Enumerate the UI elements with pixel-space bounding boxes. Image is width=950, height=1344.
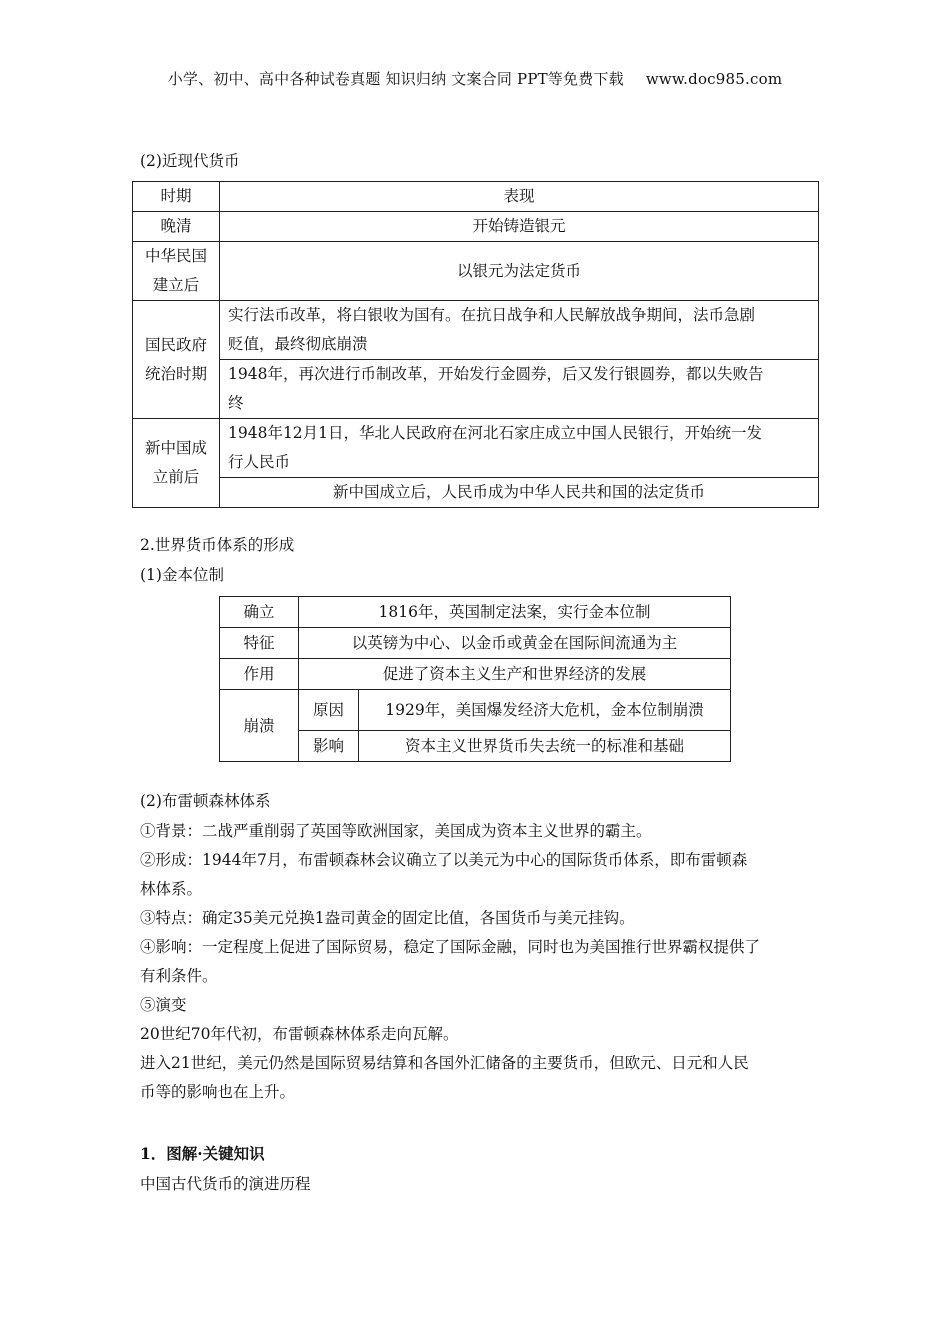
bretton-impact-line: 有利条件。 — [140, 967, 218, 985]
section-modern-title: (2)近现代货币 — [140, 152, 240, 170]
header-cell-period: 时期 — [133, 182, 220, 212]
table-row — [220, 690, 731, 731]
bretton-evolution-text-line: 币等的影响也在上升。 — [140, 1083, 296, 1101]
period-line: 国民政府 — [144, 335, 207, 354]
cell-line: 1948年，再次进行币制改革，开始发行金圆券，后又发行银圆券，都以失败告 — [228, 365, 764, 383]
label-cell: 特征 — [220, 628, 299, 659]
value-cell: 以英镑为中心、以金币或黄金在国际间流通为主 — [299, 628, 731, 659]
gold-standard-table — [219, 596, 731, 762]
bretton-impact-line: ④影响：一定程度上促进了国际贸易，稳定了国际金融，同时也为美国推行世界霸权提供了 — [140, 938, 761, 956]
bretton-evolution-text-line: 进入21世纪，美元仍然是国际贸易结算和各国外汇储备的主要货币，但欧元、日元和人民 — [140, 1054, 749, 1072]
table-row — [220, 597, 731, 628]
header-text: 小学、初中、高中各种试卷真题 知识归纳 文案合同 PPT等免费下载 — [167, 70, 624, 88]
bretton-formation-line: ②形成：1944年7月，布雷顿森林会议确立了以美元为中心的国际货币体系，即布雷顿森 — [140, 851, 748, 869]
label-cell: 作用 — [220, 659, 299, 690]
value-cell: 资本主义世界货币失去统一的标准和基础 — [359, 731, 731, 762]
performance-cell — [220, 360, 819, 419]
cell-line: 终 — [228, 394, 244, 412]
period-line: 统治时期 — [144, 364, 207, 383]
label-cell: 崩溃 — [220, 690, 299, 762]
period-cell — [133, 242, 220, 301]
section-key-subtitle: 中国古代货币的演进历程 — [140, 1175, 311, 1193]
period-line: 建立后 — [152, 276, 200, 294]
table-row — [133, 242, 819, 301]
label-cell: 确立 — [220, 597, 299, 628]
table-row — [220, 628, 731, 659]
bretton-formation-line: 林体系。 — [140, 880, 203, 898]
section-key-title: 1．图解·关键知识 — [140, 1144, 265, 1163]
performance-cell — [220, 419, 819, 478]
value-cell: 促进了资本主义生产和世界经济的发展 — [299, 659, 731, 690]
cell-line: 实行法币改革，将白银收为国有。在抗日战争和人民解放战争期间，法币急剧 — [228, 306, 756, 324]
table-row — [220, 659, 731, 690]
period-line: 立前后 — [152, 468, 200, 486]
header-site-link[interactable]: www.doc985.com — [645, 70, 783, 88]
bretton-feature: ③特点：确定35美元兑换1盎司黄金的固定比值，各国货币与美元挂钩。 — [140, 909, 635, 927]
value-cell: 1929年，美国爆发经济大危机，金本位制崩溃 — [359, 690, 731, 731]
period-cell: 晚清 — [133, 212, 220, 242]
period-cell — [133, 419, 220, 508]
table-row — [133, 360, 819, 419]
page-header — [0, 68, 950, 89]
performance-cell: 新中国成立后，人民币成为中华人民共和国的法定货币 — [220, 478, 819, 508]
table-row — [133, 419, 819, 478]
cell-line: 1948年12月1日，华北人民政府在河北石家庄成立中国人民银行，开始统一发 — [228, 424, 763, 442]
period-line: 新中国成 — [144, 439, 207, 457]
table-row — [133, 301, 819, 360]
header-cell-performance: 表现 — [220, 182, 819, 212]
value-cell: 1816年，英国制定法案，实行金本位制 — [299, 597, 731, 628]
sub-label-cell: 影响 — [299, 731, 359, 762]
section-gold-title: (1)金本位制 — [140, 566, 224, 584]
bretton-evolution-text: 20世纪70年代初，布雷顿森林体系走向瓦解。 — [140, 1025, 459, 1043]
section-world-title: 2.世界货币体系的形成 — [140, 536, 295, 554]
table-row — [133, 212, 819, 242]
bretton-content — [140, 817, 820, 1107]
cell-line: 贬值，最终彻底崩溃 — [228, 335, 368, 353]
period-line: 中华民国 — [144, 247, 207, 265]
cell-line: 行人民币 — [228, 453, 291, 471]
table-header-row — [133, 182, 819, 212]
performance-cell: 以银元为法定货币 — [220, 242, 819, 301]
table-row — [133, 478, 819, 508]
section-bretton-title: (2)布雷顿森林体系 — [140, 792, 271, 810]
performance-cell — [220, 301, 819, 360]
modern-currency-table — [132, 181, 819, 508]
sub-label-cell: 原因 — [299, 690, 359, 731]
period-cell — [133, 301, 220, 419]
performance-cell: 开始铸造银元 — [220, 212, 819, 242]
bretton-evolution-heading: ⑤演变 — [140, 996, 187, 1014]
bretton-background: ①背景：二战严重削弱了英国等欧洲国家，美国成为资本主义世界的霸主。 — [140, 822, 652, 840]
